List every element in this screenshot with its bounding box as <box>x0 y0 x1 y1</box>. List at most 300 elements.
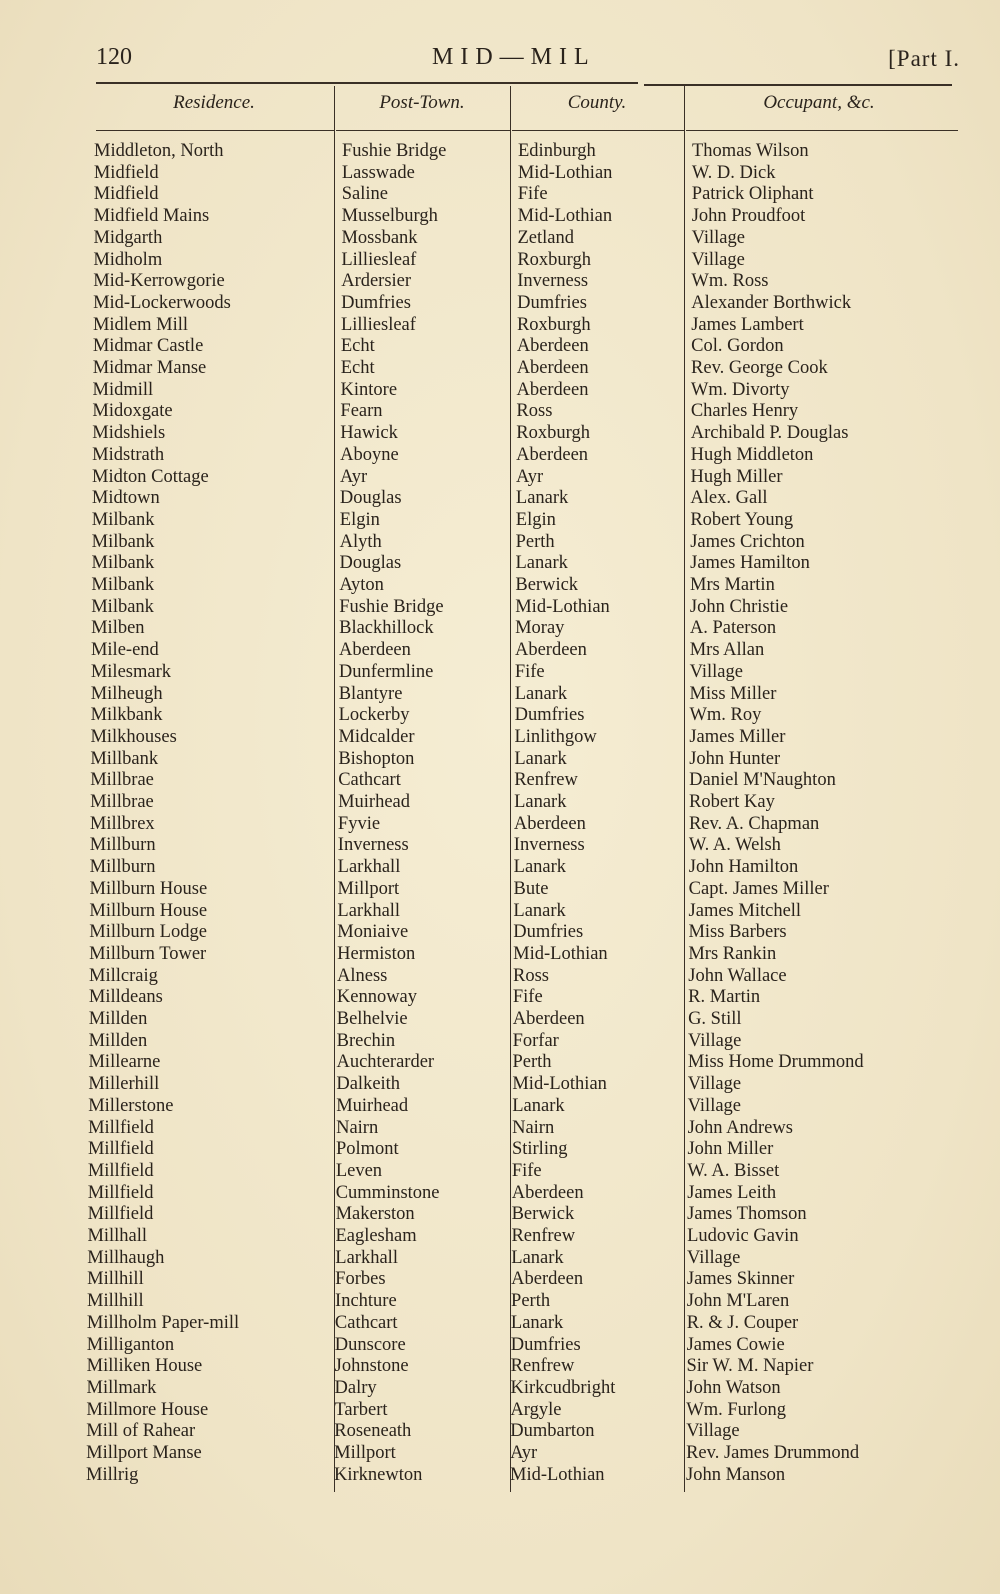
occupant-cell: John Manson <box>686 1464 786 1485</box>
residence-cell: Millholm Paper-mill <box>86 1312 240 1333</box>
post-town-cell: Alness <box>337 965 388 986</box>
occupant-cell: W. D. Dick <box>691 162 776 183</box>
county-cell: Renfrew <box>510 1356 575 1377</box>
county-cell: Roxburgh <box>516 423 590 444</box>
post-town-cell: Fushie Bridge <box>342 141 447 161</box>
residence-cell: Millrig <box>86 1464 139 1485</box>
table-row <box>0 1312 1000 1334</box>
post-town-cell: Fearn <box>340 401 383 422</box>
county-cell: Lanark <box>514 683 568 704</box>
post-town-cell: Ardersier <box>341 271 412 292</box>
occupant-cell: Mrs Martin <box>690 575 775 595</box>
post-town-cell: Tarbert <box>334 1399 388 1420</box>
table-row <box>0 921 1000 943</box>
post-town-cell: Aberdeen <box>338 640 411 661</box>
table-row <box>0 1420 1000 1442</box>
occupant-cell: Village <box>687 1074 742 1095</box>
post-town-cell: Belhelvie <box>336 1009 408 1029</box>
county-cell: Aberdeen <box>511 1182 584 1203</box>
column-header-rule <box>512 130 684 131</box>
occupant-cell: Hugh Middleton <box>690 444 814 465</box>
post-town-cell: Roseneath <box>334 1421 412 1442</box>
residence-cell: Mid-Lockerwoods <box>93 292 231 313</box>
occupant-cell: John Miller <box>687 1139 774 1160</box>
occupant-cell: Rev. George Cook <box>691 358 828 378</box>
occupant-cell: Capt. James Miller <box>688 878 829 899</box>
county-cell: Fife <box>517 184 548 205</box>
county-cell: Mid-Lothian <box>517 162 613 183</box>
residence-cell: Millbrae <box>90 792 154 812</box>
county-cell: Mid-Lothian <box>515 596 610 617</box>
county-cell: Lanark <box>514 792 567 812</box>
county-cell: Fife <box>511 1160 542 1181</box>
county-cell: Inverness <box>513 835 585 856</box>
county-cell: Lanark <box>514 748 567 769</box>
occupant-cell: James Skinner <box>686 1269 795 1290</box>
table-row <box>0 249 1000 271</box>
column-header-rule <box>336 130 510 131</box>
residence-cell: Milbank <box>91 596 154 617</box>
column-header-rule <box>686 130 958 131</box>
post-town-cell: Blantyre <box>338 683 403 704</box>
occupant-cell: Rev. A. Chapman <box>688 813 820 834</box>
county-cell: Renfrew <box>514 770 578 791</box>
post-town-cell: Larkhall <box>335 1247 398 1268</box>
post-town-cell: Aboyne <box>340 444 399 465</box>
occupant-cell: James Lambert <box>691 314 804 335</box>
table-row <box>0 509 1000 531</box>
residence-cell: Millburn House <box>89 900 208 921</box>
occupant-cell: Village <box>689 661 743 682</box>
post-town-cell: Muirhead <box>338 792 410 812</box>
occupant-cell: James Mitchell <box>688 900 802 921</box>
residence-cell: Millburn Tower <box>89 943 207 964</box>
occupant-cell: John M'Laren <box>686 1291 790 1312</box>
table-row <box>0 596 1000 618</box>
post-town-cell: Elgin <box>339 509 380 530</box>
residence-cell: Milben <box>91 618 145 639</box>
occupant-cell: James Thomson <box>687 1204 807 1225</box>
post-town-cell: Lilliesleaf <box>341 249 417 270</box>
occupant-cell: Archibald P. Douglas <box>690 423 849 444</box>
occupant-cell: Mrs Allan <box>689 640 765 661</box>
residence-cell: Mile-end <box>90 640 159 661</box>
residence-cell: Millbrae <box>90 770 154 791</box>
county-cell: Lanark <box>515 488 569 509</box>
post-town-cell: Hermiston <box>337 943 416 964</box>
running-head <box>96 42 960 78</box>
post-town-cell: Blackhillock <box>339 618 434 639</box>
table-row <box>0 487 1000 509</box>
table-row <box>0 704 1000 726</box>
occupant-cell: Village <box>691 249 745 270</box>
county-cell: Roxburgh <box>517 249 592 270</box>
residence-cell: Mill of Rahear <box>86 1421 196 1442</box>
table-row <box>0 1290 1000 1312</box>
county-cell: Lanark <box>512 1095 565 1116</box>
table-row <box>0 183 1000 205</box>
residence-cell: Midshiels <box>92 423 166 444</box>
county-cell: Dumfries <box>517 292 587 313</box>
post-town-cell: Ayton <box>339 575 384 595</box>
table-row <box>0 834 1000 856</box>
table-row <box>0 1377 1000 1399</box>
table-row <box>0 943 1000 965</box>
post-town-cell: Echt <box>340 358 375 378</box>
occupant-cell: Alexander Borthwick <box>691 292 852 313</box>
residence-cell: Millden <box>88 1009 148 1029</box>
table-row <box>0 1225 1000 1247</box>
occupant-cell: Village <box>691 227 745 248</box>
part-label: [Part I. <box>888 46 960 71</box>
residence-cell: Millhall <box>87 1226 148 1246</box>
post-town-cell: Forbes <box>335 1269 386 1290</box>
post-town-cell: Brechin <box>336 1030 396 1051</box>
county-cell: Stirling <box>511 1139 568 1160</box>
residence-cell: Milbank <box>91 509 155 530</box>
residence-cell: Milbank <box>91 575 155 595</box>
county-cell: Dumfries <box>510 1334 581 1355</box>
table-row <box>0 1334 1000 1356</box>
county-cell: Inverness <box>517 271 589 292</box>
county-cell: Lanark <box>511 1247 564 1268</box>
residence-cell: Millhill <box>87 1269 144 1290</box>
residence-cell: Midtown <box>91 488 160 509</box>
residence-cell: Middleton, North <box>94 141 224 161</box>
occupant-cell: G. Still <box>688 1009 742 1029</box>
residence-cell: Midmar Manse <box>92 358 207 378</box>
post-town-cell: Mossbank <box>341 227 418 248</box>
post-town-cell: Midcalder <box>338 726 415 747</box>
occupant-cell: John Hunter <box>689 748 781 769</box>
post-town-cell: Hawick <box>340 423 398 444</box>
occupant-cell: Village <box>686 1421 740 1442</box>
county-cell: Lanark <box>515 553 568 574</box>
table-row <box>0 1030 1000 1052</box>
post-town-cell: Dalkeith <box>336 1074 401 1095</box>
residence-cell: Milkhouses <box>90 726 177 747</box>
occupant-cell: Hugh Miller <box>690 466 783 487</box>
occupant-cell: James Hamilton <box>690 553 810 574</box>
county-cell: Dumbarton <box>510 1421 595 1442</box>
post-town-cell: Auchterarder <box>336 1052 435 1073</box>
post-town-cell: Cumminstone <box>335 1182 440 1203</box>
table-row <box>0 1051 1000 1073</box>
residence-cell: Milliganton <box>86 1334 175 1355</box>
post-town-cell: Dunscore <box>334 1334 406 1355</box>
residence-cell: Milesmark <box>90 661 171 682</box>
table-row <box>0 552 1000 574</box>
post-town-cell: Cathcart <box>334 1312 398 1333</box>
table-row <box>0 1008 1000 1030</box>
occupant-cell: John Wallace <box>688 965 787 986</box>
post-town-cell: Fushie Bridge <box>339 596 444 617</box>
occupant-cell: A. Paterson <box>689 618 777 639</box>
county-cell: Linlithgow <box>514 726 597 747</box>
occupant-cell: James Leith <box>687 1182 777 1203</box>
header-rule <box>644 84 952 86</box>
post-town-cell: Larkhall <box>337 900 401 921</box>
residence-cell: Millhaugh <box>87 1247 165 1268</box>
occupant-cell: W. A. Welsh <box>688 835 781 856</box>
county-cell: Forfar <box>512 1030 559 1051</box>
table-row <box>0 574 1000 596</box>
county-cell: Perth <box>515 531 555 552</box>
residence-cell: Millfield <box>88 1117 154 1138</box>
residence-cell: Millfield <box>87 1139 154 1160</box>
table-row <box>0 314 1000 336</box>
residence-cell: Millburn <box>89 835 156 856</box>
table-row <box>0 1117 1000 1139</box>
table-row <box>0 726 1000 748</box>
post-town-cell: Larkhall <box>337 857 401 878</box>
occupant-cell: John Proudfoot <box>691 206 806 227</box>
occupant-cell: Daniel M'Naughton <box>689 770 836 791</box>
table-row <box>0 661 1000 683</box>
post-town-cell: Moniaive <box>337 922 409 943</box>
county-cell: Lanark <box>510 1312 564 1333</box>
residence-cell: Millerhill <box>88 1074 160 1095</box>
residence-cell: Millport Manse <box>86 1443 202 1463</box>
post-town-cell: Polmont <box>335 1139 399 1160</box>
occupant-cell: Robert Kay <box>689 792 775 812</box>
table-row <box>0 617 1000 639</box>
residence-cell: Midoxgate <box>92 401 173 422</box>
county-cell: Bute <box>513 878 549 899</box>
post-town-cell: Millport <box>334 1443 396 1463</box>
residence-cell: Midgarth <box>93 227 163 248</box>
residence-cell: Milbank <box>91 553 155 574</box>
table-row <box>0 1095 1000 1117</box>
post-town-cell: Lilliesleaf <box>340 314 416 335</box>
table-row <box>0 270 1000 292</box>
column-header-county: County. <box>567 92 627 113</box>
occupant-cell: Miss Barbers <box>688 922 787 943</box>
occupant-cell: John Hamilton <box>688 857 799 878</box>
table-row <box>0 357 1000 379</box>
table-row <box>0 400 1000 422</box>
county-cell: Dumfries <box>514 705 585 726</box>
table-row <box>0 205 1000 227</box>
residence-cell: Millmark <box>86 1377 157 1398</box>
occupant-cell: John Watson <box>686 1377 781 1398</box>
residence-cell: Midmill <box>92 379 154 400</box>
residence-cell: Midstrath <box>92 444 165 465</box>
residence-cell: Millcraig <box>89 965 158 986</box>
occupant-cell: Village <box>687 1095 742 1116</box>
occupant-cell: Village <box>687 1030 742 1051</box>
occupant-cell: John Andrews <box>687 1117 793 1138</box>
residence-cell: Midfield <box>93 184 159 205</box>
table-row <box>0 965 1000 987</box>
post-town-cell: Johnstone <box>334 1356 409 1377</box>
county-cell: Mid-Lothian <box>510 1464 605 1485</box>
table-row <box>0 466 1000 488</box>
residence-cell: Millbrex <box>89 813 155 834</box>
column-header-occupant: Occupant, &c. <box>763 92 875 113</box>
county-cell: Dumfries <box>513 922 584 943</box>
residence-cell: Millburn <box>89 857 156 878</box>
page-number: 120 <box>96 44 132 70</box>
residence-cell: Mid-Kerrowgorie <box>93 271 225 292</box>
post-town-cell: Fyvie <box>337 813 381 834</box>
column-header-post-town: Post-Town. <box>379 92 465 113</box>
county-cell: Mid-Lothian <box>517 206 613 227</box>
residence-cell: Milldeans <box>88 987 163 1008</box>
county-cell: Renfrew <box>511 1226 576 1246</box>
occupant-cell: Mrs Rankin <box>688 943 777 964</box>
county-cell: Moray <box>515 618 565 639</box>
post-town-cell: Dumfries <box>341 292 411 313</box>
table-row <box>0 1268 1000 1290</box>
county-cell: Lanark <box>513 900 566 921</box>
occupant-cell: Col. Gordon <box>691 336 784 357</box>
post-town-cell: Millport <box>337 878 400 899</box>
post-town-cell: Kintore <box>340 379 398 400</box>
occupant-cell: Robert Young <box>690 509 794 530</box>
county-cell: Mid-Lothian <box>512 1074 607 1095</box>
county-cell: Elgin <box>515 509 556 530</box>
residence-cell: Millburn House <box>89 878 208 899</box>
table-row <box>0 1160 1000 1182</box>
county-cell: Aberdeen <box>516 444 589 465</box>
post-town-cell: Musselburgh <box>341 206 438 227</box>
occupant-cell: W. A. Bisset <box>687 1160 780 1181</box>
county-cell: Aberdeen <box>511 1269 584 1290</box>
county-cell: Aberdeen <box>516 358 589 378</box>
county-cell: Aberdeen <box>514 640 587 661</box>
table-row <box>0 444 1000 466</box>
county-cell: Roxburgh <box>516 314 591 335</box>
occupant-cell: Wm. Roy <box>689 705 762 726</box>
table-row <box>0 1399 1000 1421</box>
occupant-cell: Wm. Furlong <box>686 1399 786 1420</box>
occupant-cell: R. Martin <box>688 987 761 1008</box>
residence-cell: Millburn Lodge <box>89 922 207 943</box>
occupant-cell: Rev. James Drummond <box>686 1443 860 1463</box>
table-row <box>0 335 1000 357</box>
table-row <box>0 1355 1000 1377</box>
county-cell: Aberdeen <box>516 336 589 357</box>
table-row <box>0 140 1000 162</box>
residence-cell: Millbank <box>90 748 159 769</box>
post-town-cell: Inverness <box>337 835 409 856</box>
county-cell: Ross <box>516 401 553 422</box>
county-cell: Berwick <box>515 575 579 595</box>
table-row <box>0 639 1000 661</box>
residence-cell: Millerstone <box>88 1095 174 1116</box>
county-cell: Argyle <box>510 1399 562 1420</box>
county-cell: Perth <box>511 1291 551 1312</box>
occupant-cell: Charles Henry <box>690 401 799 422</box>
residence-cell: Midholm <box>93 249 163 270</box>
table-row <box>0 1138 1000 1160</box>
post-town-cell: Makerston <box>335 1204 415 1225</box>
residence-cell: Milbank <box>91 531 155 552</box>
table-row <box>0 1073 1000 1095</box>
occupant-cell: Wm. Ross <box>691 271 769 292</box>
county-cell: Mid-Lothian <box>513 943 608 964</box>
county-cell: Nairn <box>512 1117 555 1138</box>
occupant-cell: James Miller <box>689 726 786 747</box>
county-cell: Aberdeen <box>512 1009 585 1029</box>
county-cell: Fife <box>512 987 543 1008</box>
county-cell: Berwick <box>511 1204 575 1225</box>
county-cell: Kirkcudbright <box>510 1377 616 1398</box>
residence-cell: Midmar Castle <box>92 336 204 357</box>
table-row <box>0 900 1000 922</box>
post-town-cell: Saline <box>341 184 388 205</box>
county-cell: Ross <box>513 965 550 986</box>
residence-cell: Milliken House <box>86 1356 203 1377</box>
county-cell: Perth <box>512 1052 552 1073</box>
post-town-cell: Lasswade <box>341 162 415 183</box>
residence-cell: Millfield <box>87 1204 154 1225</box>
running-title: MID—MIL <box>432 44 596 70</box>
county-cell: Aberdeen <box>513 813 586 834</box>
county-cell: Fife <box>514 661 545 682</box>
table-row <box>0 791 1000 813</box>
table-row <box>0 227 1000 249</box>
post-town-cell: Dunfermline <box>338 661 434 682</box>
residence-cell: Millden <box>88 1030 148 1051</box>
table-row <box>0 878 1000 900</box>
residence-cell: Millmore House <box>86 1399 209 1420</box>
table-row <box>0 422 1000 444</box>
residence-cell: Millfield <box>87 1182 154 1203</box>
residence-cell: Millearne <box>88 1052 161 1073</box>
post-town-cell: Ayr <box>340 466 368 487</box>
occupant-cell: Village <box>686 1247 741 1268</box>
post-town-cell: Inchture <box>335 1291 397 1312</box>
residence-cell: Midlem Mill <box>92 314 189 335</box>
residence-cell: Midfield Mains <box>93 206 210 227</box>
post-town-cell: Bishopton <box>338 748 415 769</box>
table-row <box>0 683 1000 705</box>
table-row <box>0 813 1000 835</box>
occupant-cell: James Crichton <box>690 531 805 552</box>
table-row <box>0 531 1000 553</box>
residence-cell: Milkbank <box>90 705 163 726</box>
table-row <box>0 379 1000 401</box>
county-cell: Aberdeen <box>516 379 589 400</box>
table-row <box>0 1203 1000 1225</box>
occupant-cell: Thomas Wilson <box>692 141 809 161</box>
residence-cell: Millhill <box>87 1291 144 1312</box>
post-town-cell: Lockerby <box>338 705 410 726</box>
column-header-rule <box>96 130 334 131</box>
post-town-cell: Kirknewton <box>334 1464 423 1485</box>
occupant-cell: John Christie <box>689 596 789 617</box>
post-town-cell: Cathcart <box>338 770 401 791</box>
county-cell: Lanark <box>513 857 567 878</box>
occupant-cell: Sir W. M. Napier <box>686 1356 814 1377</box>
occupant-cell: James Cowie <box>686 1334 785 1355</box>
column-header-residence: Residence. <box>173 92 255 113</box>
table-row <box>0 1247 1000 1269</box>
post-town-cell: Douglas <box>339 553 402 574</box>
occupant-cell: Patrick Oliphant <box>691 184 814 205</box>
county-cell: Zetland <box>517 227 574 248</box>
occupant-cell: Ludovic Gavin <box>687 1226 799 1246</box>
post-town-cell: Kennoway <box>336 987 418 1008</box>
residence-cell: Midfield <box>93 162 159 183</box>
county-cell: Ayr <box>516 466 544 487</box>
occupant-cell: Miss Home Drummond <box>687 1052 864 1073</box>
post-town-cell: Muirhead <box>336 1095 409 1116</box>
post-town-cell: Douglas <box>339 488 402 509</box>
residence-cell: Millfield <box>87 1160 154 1181</box>
